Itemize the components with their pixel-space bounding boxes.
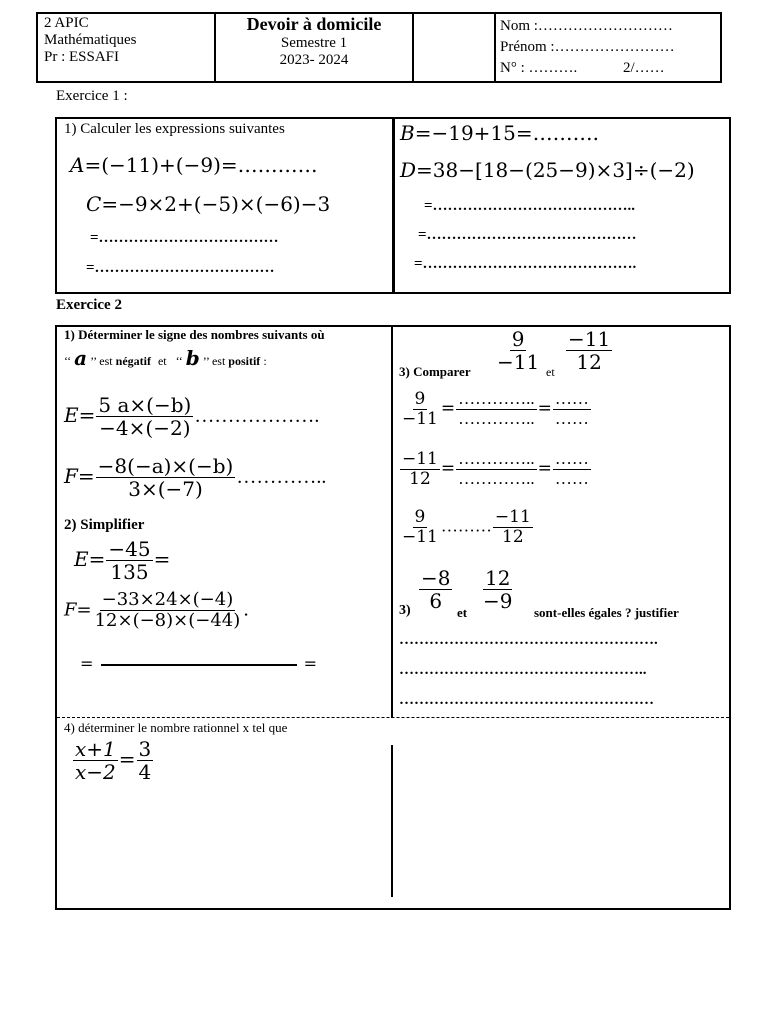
student-info (500, 16, 675, 79)
q4-work-divider (391, 745, 393, 897)
exercise-1-divider (392, 117, 395, 294)
q4-equals: = (118, 747, 136, 771)
F2-eq-left: = (80, 654, 94, 673)
F2-numerator: −33×24×(−4) (101, 589, 234, 610)
compare-fraction-1 (494, 328, 542, 373)
expr-D-body: =38−[18−(25−9)×3]÷(−2) (416, 158, 695, 182)
r1-blank-frac-1[interactable]: $\frac{\dots\dots\dots\dots..}{\dots\dots\dots\dots..}$ (458, 389, 535, 428)
numero-field[interactable]: N° : ………. (500, 60, 578, 76)
r2-den: 12 (409, 468, 431, 489)
E2-numerator: −45 (108, 537, 151, 561)
rewrite-row-1: $\frac{9}{-11}$ = $\frac{\dots\dots\dots\dots..}{\dots\dots\dots\dots..}$ = $\frac{\dots\dots}{\dots\dots}$ (402, 389, 589, 429)
rewrite-row-2: $\frac{-11}{12}$ = $\frac{\dots\dots\dots\dots..}{\dots\dots\dots\dots..}$ = $\frac{\dots\dots}{\dots\dots}$ (402, 449, 589, 489)
F-dots[interactable]: ………….. (236, 466, 327, 488)
q4-denominator: x−2 (75, 760, 116, 784)
F2-answer-line[interactable] (101, 664, 297, 666)
simplify-E: E= $\frac{-45}{135}$ = (74, 537, 171, 584)
subject: Mathématiques (44, 32, 137, 48)
expr-E: E= $\frac{5 a\times(-b)}{-4\times(-2)}$ ………………. (64, 393, 320, 440)
q3b-label: 3) (399, 603, 411, 618)
D-answer-line-1[interactable]: =………………………………….. (424, 198, 636, 214)
var-E: E (64, 403, 79, 427)
ex2-q1-text: 1) Déterminer le signe des nombres suivants où (64, 327, 325, 342)
expr-A (70, 153, 318, 177)
E2-fraction (106, 538, 152, 583)
cmp-den-2: 12 (502, 526, 524, 547)
justify-line-2[interactable]: ………………………………………….. (399, 662, 647, 678)
F-fraction (96, 455, 236, 500)
E-fraction (96, 394, 193, 439)
expr-B (400, 121, 599, 145)
D-answer-line-3[interactable]: =……………………………………. (414, 256, 637, 272)
class-level: 2 APIC (44, 15, 89, 31)
ex2-q2-text: 2) Simplifier (64, 517, 145, 533)
r1-den: −11 (402, 408, 438, 429)
r1-num: 9 (414, 389, 426, 409)
E2-equals: = (153, 547, 171, 571)
var-A: A (70, 153, 85, 177)
q1-est-1: est (99, 354, 113, 368)
school-year: 2023- 2024 (279, 52, 349, 68)
header-class-info (44, 15, 136, 66)
numero-row (500, 58, 675, 79)
q3b-et: et (457, 605, 468, 620)
var-C: C (86, 192, 102, 216)
expr-C-body: =−9×2+(−5)×(−6)−3 (101, 192, 331, 216)
D-answer-line-2[interactable]: =…………………………………… (418, 227, 637, 243)
var-b: b (185, 346, 200, 370)
q1-positif: positif (228, 354, 261, 368)
semester: Semestre 1 (280, 35, 348, 51)
r1-blank-frac-2[interactable]: $\frac{\dots\dots}{\dots\dots}$ (554, 389, 589, 428)
var-D: D (400, 158, 417, 182)
C-answer-line-2[interactable]: =……………………………… (86, 260, 275, 276)
F-denominator: 3×(−7) (128, 477, 203, 501)
expr-D (400, 158, 695, 182)
q3-et: et (546, 365, 555, 379)
q3-f2-num: −11 (568, 327, 611, 351)
r2-blank-frac-1[interactable]: $\frac{\dots\dots\dots\dots..}{\dots\dots\dots\dots..}$ (458, 449, 535, 488)
q3b-question: sont-elles égales ? justifier (534, 605, 679, 620)
ex1-question: 1) Calculer les expressions suivantes (64, 121, 285, 137)
q1-colon: : (263, 354, 267, 368)
header-blank-box (412, 12, 496, 83)
ex2-q4-text: 4) déterminer le nombre rationnel x tel que (64, 720, 288, 735)
q3b-f2-den: −9 (483, 589, 513, 613)
var-B: B (400, 121, 415, 145)
q4-rhs-num: 3 (138, 737, 152, 761)
prenom-field[interactable]: Prénom :…………………… (500, 39, 675, 55)
q3b-fraction-2 (480, 567, 515, 612)
E-denominator: −4×(−2) (99, 416, 191, 440)
compare-fraction-2 (565, 328, 613, 373)
q3-f1-num: 9 (511, 327, 525, 351)
exercise-2-divider (391, 325, 393, 718)
E-numerator: 5 a×(−b) (98, 393, 192, 417)
expr-B-body: =−19+15=………. (414, 121, 599, 145)
expr-A-body: =(−11)+(−9)=………… (84, 153, 318, 177)
F2-period: . (243, 599, 250, 621)
q4-equation (72, 738, 154, 783)
r2-num: −11 (402, 449, 438, 469)
F2-fraction (93, 590, 243, 631)
F2-denominator: 12×(−8)×(−44) (94, 609, 241, 631)
q1-et: et (157, 354, 167, 368)
q3b-fraction-1 (418, 567, 453, 612)
var-F: F (64, 464, 78, 488)
q3b-f1-den: 6 (429, 589, 443, 613)
q1-negatif: négatif (115, 354, 151, 368)
exercise-2-title: Exercice 2 (56, 297, 122, 313)
F2-eq-right: = (303, 654, 317, 673)
justify-line-1[interactable]: ……………………………………………. (399, 632, 658, 648)
page-number: 2/…… (623, 60, 665, 76)
teacher: Pr : ESSAFI (44, 49, 120, 65)
simplify-F: F= $\frac{-33\times 24\times(-4)}{12\times(-8)\times(-44)}$ . (64, 589, 250, 631)
q3-f1-den: −11 (497, 350, 540, 374)
cmp-num-1: 9 (414, 507, 426, 527)
q3-compare-label: 3) Comparer (399, 364, 471, 379)
q3b-f1-num: −8 (421, 566, 451, 590)
E-dots[interactable]: ………………. (194, 405, 320, 427)
expr-F: F= $\frac{-8(-a)\times(-b)}{3\times(-7)}$ ………….. (64, 454, 327, 501)
justify-line-3[interactable]: …………………………………………… (399, 692, 654, 708)
q3-f2-den: 12 (576, 350, 602, 374)
F-numerator: −8(−a)×(−b) (97, 454, 234, 478)
ex2-q1-sign-line: ‘‘ a ’’ est négatif et ‘‘ b ’’ est positif : (64, 346, 267, 370)
C-answer-line-1[interactable]: =……………………………… (90, 230, 279, 246)
comparison-blank[interactable]: ……… (440, 516, 492, 536)
exercise-2-dashed-separator (57, 717, 729, 718)
q3b-f2-num: 12 (485, 566, 511, 590)
F2-answer-row (80, 654, 317, 673)
expr-C (86, 192, 330, 216)
cmp-num-2: −11 (494, 507, 531, 527)
q4-numerator: x+1 (75, 737, 116, 761)
comparison-row (399, 508, 534, 546)
doc-title: Devoir à domicile (246, 14, 382, 34)
var-a: a (74, 346, 88, 370)
r2-blank-frac-2[interactable]: $\frac{\dots\dots}{\dots\dots}$ (554, 449, 589, 488)
exercise-1-title: Exercice 1 : (56, 88, 128, 104)
cmp-den-1: −11 (402, 526, 438, 547)
q1-est-2: est (211, 354, 226, 368)
E2-denominator: 135 (110, 560, 149, 584)
q4-rhs-den: 4 (138, 760, 152, 784)
header-title-block (214, 14, 414, 69)
nom-field[interactable]: Nom :……………………… (500, 18, 673, 34)
